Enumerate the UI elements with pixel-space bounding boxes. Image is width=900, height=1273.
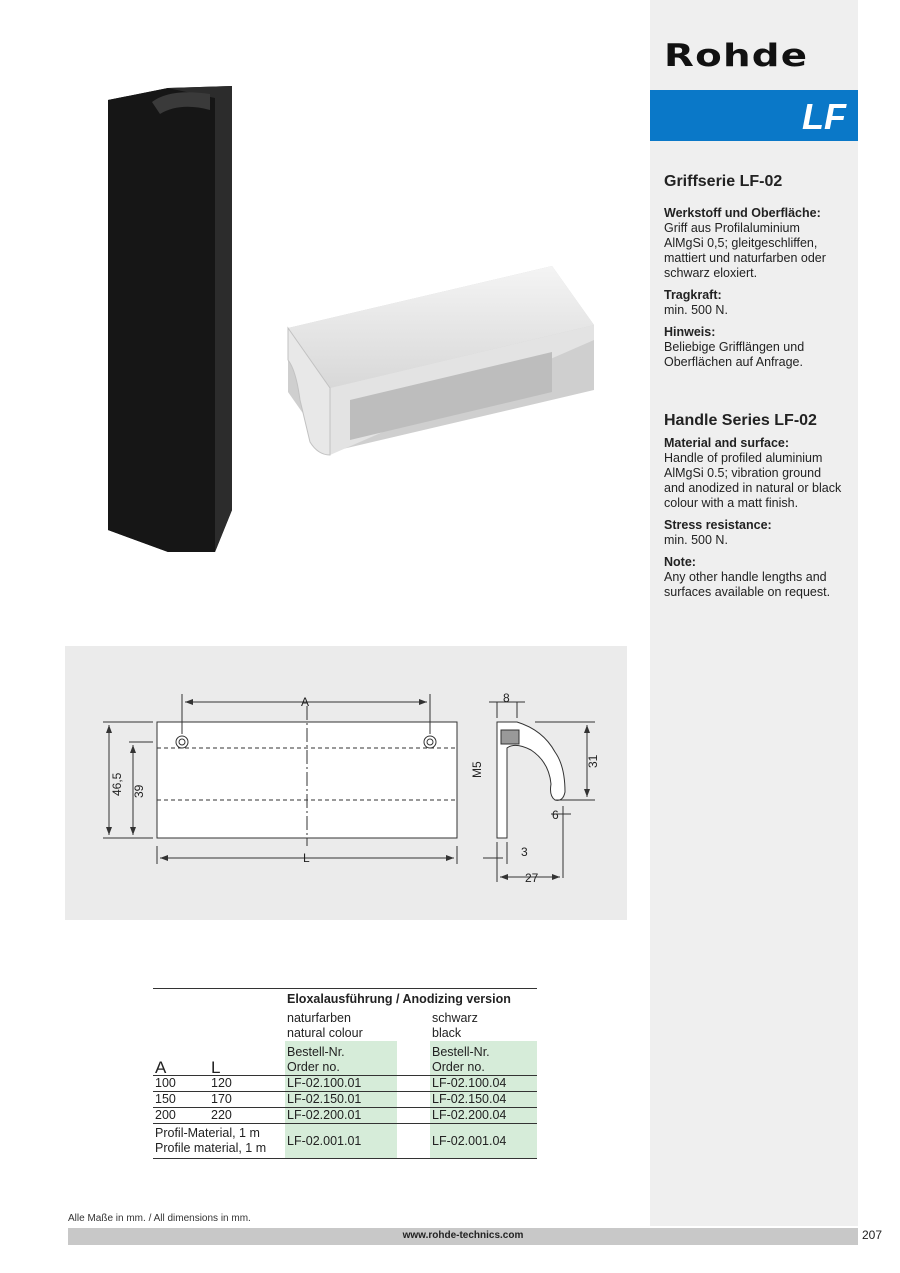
website-link[interactable]: www.rohde-technics.com [402, 1230, 524, 1241]
english-material-line: Handle of profiled aluminium [664, 451, 823, 465]
black-de: schwarz [432, 1011, 478, 1025]
col-a-header: A [153, 1041, 209, 1076]
dim-l-label: L [303, 851, 310, 865]
german-note-line: Beliebige Grifflängen und [664, 340, 805, 354]
cell-natural: LF-02.200.01 [285, 1108, 397, 1124]
german-load-label: Tragkraft: [664, 288, 722, 302]
cell-black: LF-02.100.04 [430, 1076, 537, 1092]
aluminium-handle [288, 266, 594, 455]
cell-black: LF-02.200.04 [430, 1108, 537, 1124]
table-row [153, 1076, 537, 1092]
cell-a: 200 [153, 1108, 209, 1124]
dim-6-label: 6 [552, 808, 559, 822]
table-header-row [153, 989, 537, 1008]
english-material-line: AlMgSi 0.5; vibration ground [664, 466, 822, 480]
english-note-label: Note: [664, 555, 696, 569]
dimensions-note: Alle Maße in mm. / All dimensions in mm. [68, 1213, 251, 1224]
black-en: black [432, 1026, 462, 1040]
english-load-value: min. 500 N. [664, 533, 728, 547]
german-note-label: Hinweis: [664, 325, 716, 339]
dim-39-label: 39 [132, 784, 146, 798]
section-label: LF [802, 96, 846, 137]
german-title: Griffserie LF-02 [664, 173, 783, 190]
english-note-line: surfaces available on request. [664, 585, 831, 599]
german-material-line: schwarz eloxiert. [664, 266, 758, 280]
cell-natural: LF-02.100.01 [285, 1076, 397, 1092]
natural-en: natural colour [287, 1026, 363, 1040]
dim-m5-label: M5 [470, 761, 484, 778]
german-load-value: min. 500 N. [664, 303, 728, 317]
cell-profile-black: LF-02.001.04 [430, 1124, 537, 1159]
english-material-line: and anodized in natural or black [664, 481, 842, 495]
drawing-canvas [65, 646, 627, 920]
cell-l: 120 [209, 1076, 285, 1092]
profile-en: Profile material, 1 m [155, 1141, 267, 1155]
order-table [153, 988, 537, 1159]
english-title: Handle Series LF-02 [664, 412, 817, 429]
german-description [664, 172, 854, 377]
order-de: Bestell-Nr. [432, 1045, 490, 1059]
cell-profile-natural: LF-02.001.01 [285, 1124, 397, 1159]
black-handle [108, 86, 232, 552]
table-row [153, 1092, 537, 1108]
page-number: 207 [862, 1228, 883, 1242]
cell-a: 150 [153, 1092, 209, 1108]
dim-27-label: 27 [525, 871, 539, 885]
cell-natural: LF-02.150.01 [285, 1092, 397, 1108]
section-banner [650, 90, 858, 141]
natural-de: naturfarben [287, 1011, 351, 1025]
dim-8-label: 8 [503, 691, 510, 705]
technical-drawing [65, 646, 627, 920]
german-material-line: mattiert und naturfarben oder [664, 251, 826, 265]
english-description [664, 411, 854, 607]
col-l-header: L [209, 1041, 285, 1076]
german-material-label: Werkstoff und Oberfläche: [664, 206, 821, 220]
anodizing-header: Eloxalausführung / Anodizing version [285, 989, 537, 1008]
cell-l: 220 [209, 1108, 285, 1124]
dim-465-label: 46,5 [110, 772, 124, 796]
profile-de: Profil-Material, 1 m [155, 1126, 260, 1140]
dim-31-label: 31 [586, 754, 600, 768]
german-material-line: AlMgSi 0,5; gleitgeschliffen, [664, 236, 818, 250]
footer-bar [68, 1228, 858, 1245]
cell-black: LF-02.150.04 [430, 1092, 537, 1108]
english-material-label: Material and surface: [664, 436, 790, 450]
dim-3-label: 3 [521, 845, 528, 859]
brand-logo: Rohde [664, 38, 809, 74]
cell-l: 170 [209, 1092, 285, 1108]
table-row-profile [153, 1124, 537, 1159]
table-row [153, 1108, 537, 1124]
order-de: Bestell-Nr. [287, 1045, 345, 1059]
dim-a-label: A [301, 695, 310, 709]
english-load-label: Stress resistance: [664, 518, 772, 532]
product-photo [60, 70, 630, 570]
cell-a: 100 [153, 1076, 209, 1092]
table-columns-row [153, 1041, 537, 1076]
order-en: Order no. [287, 1060, 340, 1074]
table-colour-row [153, 1007, 537, 1041]
german-note-line: Oberflächen auf Anfrage. [664, 355, 803, 369]
english-material-line: colour with a matt finish. [664, 496, 799, 510]
english-note-line: Any other handle lengths and [664, 570, 827, 584]
german-material-line: Griff aus Profilaluminium [664, 221, 800, 235]
order-en: Order no. [432, 1060, 485, 1074]
